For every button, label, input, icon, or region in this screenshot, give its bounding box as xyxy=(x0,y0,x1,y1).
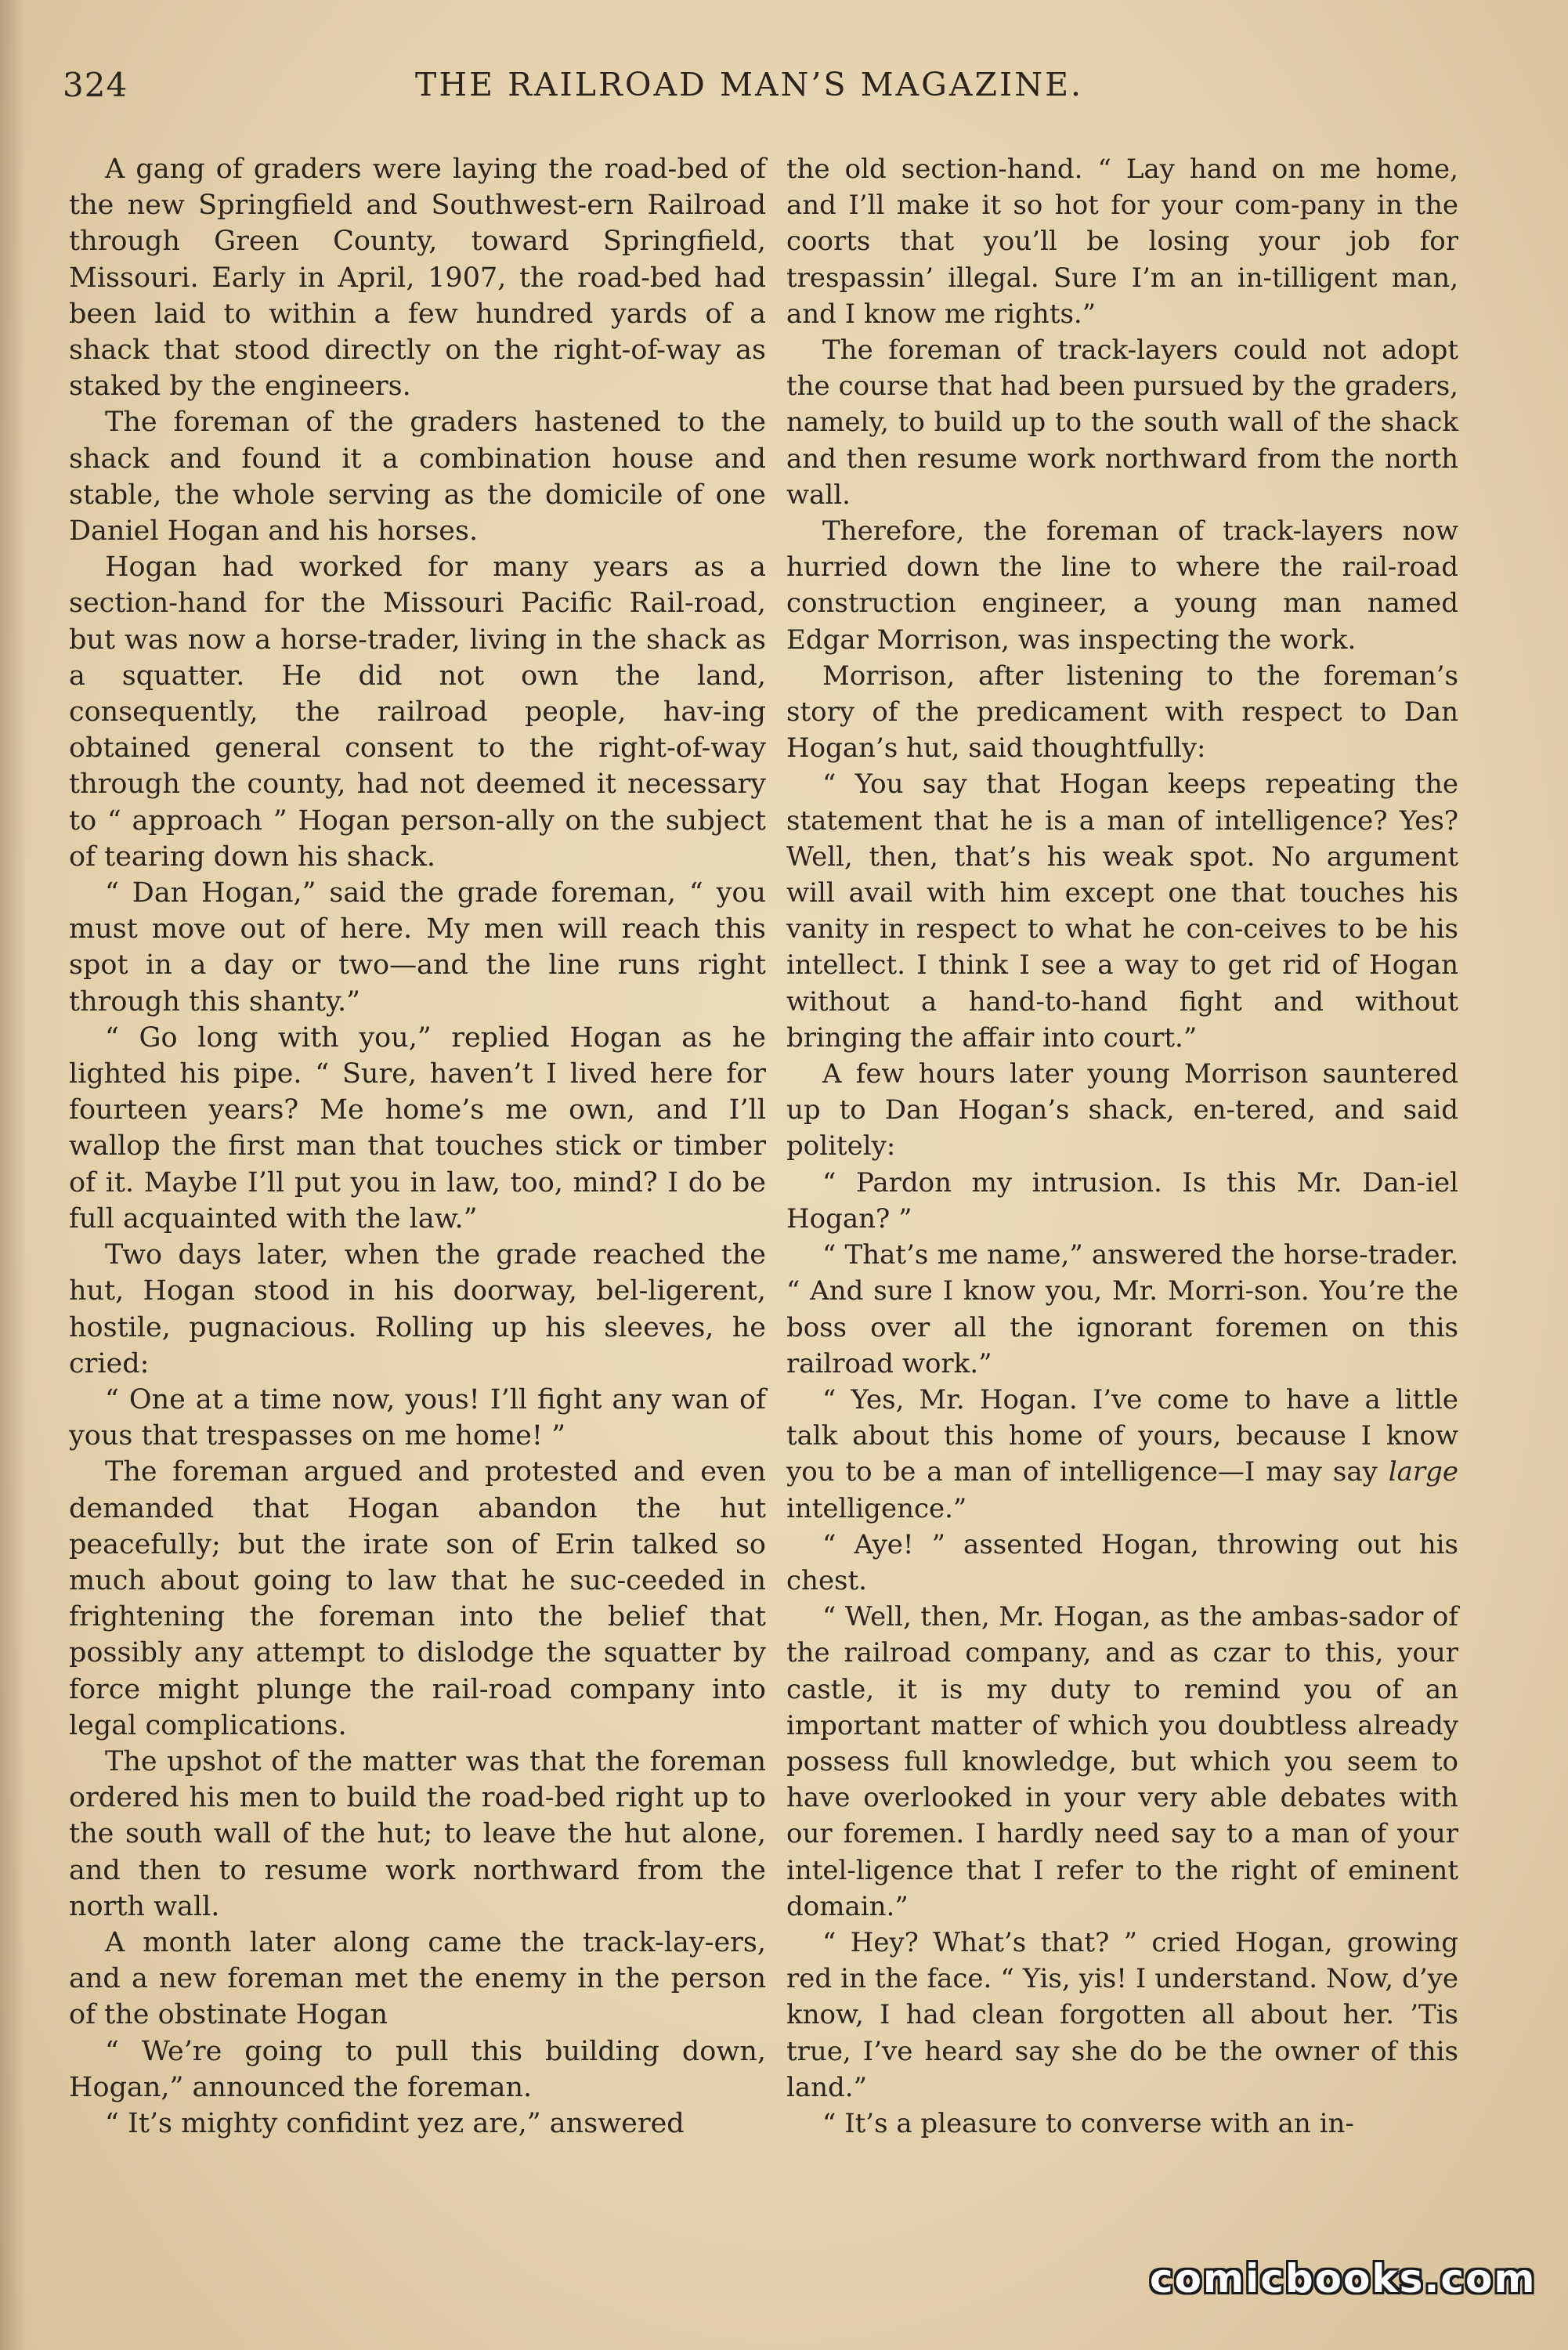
binding-shadow xyxy=(0,0,27,2350)
right-column xyxy=(786,151,1458,2251)
paragraph: “ That’s me name,” answered the horse-trader. “ And sure I know you, Mr. Morri-son. You’re the boss over all the ignorant foremen on this railroad work.” xyxy=(786,1239,1458,1379)
paragraph: The upshot of the matter was that the foreman ordered his men to build the road-bed right up to the south wall of the hut; to leave the hut alone, and then to resume work northward from the north wall. xyxy=(69,1745,766,1922)
paragraph: A gang of graders were laying the road-bed of the new Springfield and Southwest-ern Railroad through Green County, toward Springfield, Missouri. Early in April, 1907, the road-bed had been laid to within a few hundred yards of a shack that stood directly on the right-of-way as staked by the engineers. xyxy=(69,154,766,403)
watermark: comicbooks.com xyxy=(1150,2256,1537,2301)
paragraph: The foreman of track-layers could not adopt the course that had been pursued by the graders, namely, to build up to the south wall of the shack and then resume work northward from the north wall. xyxy=(786,334,1458,511)
paragraph: A few hours later young Morrison sauntered up to Dan Hogan’s shack, en-tered, and said politely: xyxy=(786,1058,1458,1162)
page-number: 324 xyxy=(63,66,128,104)
paragraph: “ It’s mighty confidint yez are,” answered xyxy=(105,2107,685,2139)
italic-word: large xyxy=(1388,1456,1458,1488)
left-column xyxy=(69,151,766,2251)
paragraph: Two days later, when the grade reached the hut, Hogan stood in his doorway, bel-ligerent, hostile, pugnacious. Rolling up his sleeves, he cried: xyxy=(69,1239,766,1379)
paragraph: Therefore, the foreman of track-layers now hurried down the line to where the rail-road construction engineer, a young man named Edgar Morrison, was inspecting the work. xyxy=(786,515,1458,656)
text-run: “ Yes, Mr. Hogan. I’ve come to have a little talk about this home of yours, because I know you to be a man of intelligence—I may say xyxy=(786,1383,1458,1488)
paragraph-continuation: the old section-hand. “ Lay hand on me home, and I’ll make it so hot for your com-pany in the coorts that you’ll be losing your job for trespassin’ illegal. Sure I’m an in-tilligent man, and I know me rights.” xyxy=(786,154,1458,330)
paragraph: “ Go long with you,” replied Hogan as he lighted his pipe. “ Sure, haven’t I lived here for fourteen years? Me home’s me own, and I’ll wallop the first man that touches stick or timber of it. Maybe I’ll put you in law, too, mind? I do be full acquainted with the law.” xyxy=(69,1021,766,1235)
paragraph: “ Aye! ” assented Hogan, throwing out his chest. xyxy=(786,1528,1458,1596)
paragraph: The foreman argued and protested and even demanded that Hogan abandon the hut peacefully; but the irate son of Erin talked so much about going to law that he suc-ceeded in frightening the foreman into the belief that possibly any attempt to dislodge the squatter by force might plunge the rail-road company into legal complications. xyxy=(69,1456,766,1741)
running-title: THE RAILROAD MAN’S MAGAZINE. xyxy=(415,66,1084,103)
paragraph: “ You say that Hogan keeps repeating the statement that he is a man of intelligence? Yes? Well, then, that’s his weak spot. No argument will avail with him except one that touches his vanity in respect to what he con-ceives to be his intellect. I think I see a way to get rid of Hogan without a hand-to-hand fight and without bringing the affair into court.” xyxy=(786,768,1458,1054)
paragraph: “ Hey? What’s that? ” cried Hogan, growing red in the face. “ Yis, yis! I understand. Now, d’ye know, I had clean forgotten all about her. ’Tis true, I’ve heard say she do be the owner of this land.” xyxy=(786,1926,1458,2103)
paragraph: “ Pardon my intrusion. Is this Mr. Dan-iel Hogan? ” xyxy=(786,1166,1458,1235)
paragraph: Hogan had worked for many years as a section-hand for the Missouri Pacific Rail-road, but was now a horse-trader, living in the shack as a squatter. He did not own the land, consequently, the railroad people, hav-ing obtained general consent to the right-of-way through the county, had not deemed it necessary to “ approach ” Hogan person-ally on the subject of tearing down his shack. xyxy=(69,551,766,873)
paragraph: “ Dan Hogan,” said the grade foreman, “ you must move out of here. My men will reach this spot in a day or two—and the line runs right through this shanty.” xyxy=(69,877,766,1018)
running-head xyxy=(63,66,1519,121)
text-run: intelligence.” xyxy=(786,1492,967,1524)
paragraph: Morrison, after listening to the foreman’s story of the predicament with respect to Dan Hogan’s hut, said thoughtfully: xyxy=(786,660,1458,765)
paragraph: “ Well, then, Mr. Hogan, as the ambas-sador of the railroad company, and as czar to this, your castle, it is my duty to remind you of an important matter of which you doubtless already possess full knowledge, but which you seem to have overlooked in your very able debates with our foremen. I hardly need say to a man of your intel-ligence that I refer to the right of eminent domain.” xyxy=(786,1601,1458,1922)
paragraph: “ We’re going to pull this building down, Hogan,” announced the foreman. xyxy=(69,2035,766,2103)
paragraph: “ One at a time now, yous! I’ll fight any wan of yous that trespasses on me home! ” xyxy=(69,1383,766,1452)
paragraph: A month later along came the track-lay-ers, and a new foreman met the enemy in the person of the obstinate Hogan xyxy=(69,1926,766,2031)
paragraph: The foreman of the graders hastened to the shack and found it a combination house and stable, the whole serving as the domicile of one Daniel Hogan and his horses. xyxy=(69,407,766,548)
paragraph: “ It’s a pleasure to converse with an in- xyxy=(822,2107,1354,2139)
paragraph-with-emphasis xyxy=(786,1382,1458,1527)
